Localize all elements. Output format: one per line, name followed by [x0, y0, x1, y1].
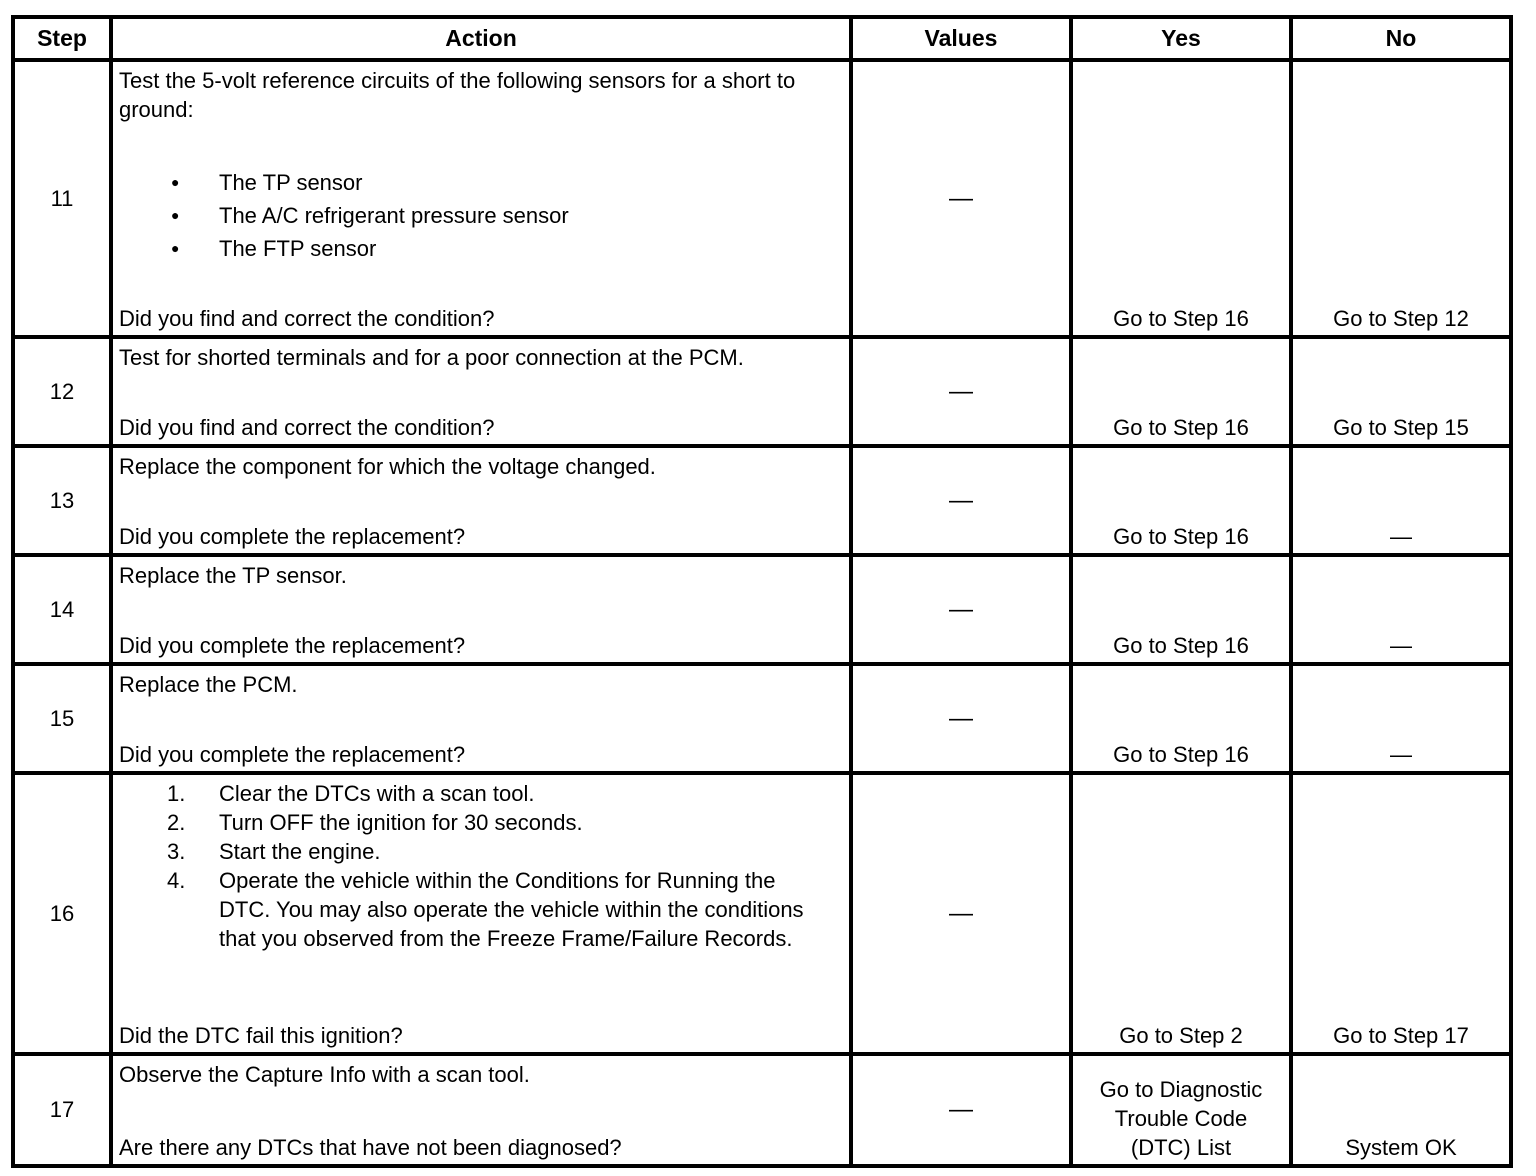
yes-text: Go to Step 16 — [1113, 415, 1249, 440]
list-number: 1. — [167, 781, 186, 806]
action-question: Did you complete the replacement? — [119, 633, 466, 658]
action-cell — [111, 664, 851, 773]
action-cell — [111, 1054, 851, 1166]
diagnostic-table — [11, 15, 1513, 1168]
step-number: 12 — [13, 337, 111, 446]
no-text: Go to Step 12 — [1333, 306, 1469, 331]
action-cell — [111, 446, 851, 555]
yes-cell — [1071, 446, 1291, 555]
step-number: 11 — [13, 60, 111, 337]
action-cell — [111, 60, 851, 337]
list-number: 3. — [167, 839, 186, 864]
list-item: ● The A/C refrigerant pressure sensor — [119, 199, 843, 232]
list-item — [119, 837, 829, 866]
step-number: 17 — [13, 1054, 111, 1166]
action-text: Replace the PCM. — [119, 672, 298, 697]
action-text: Test the 5-volt reference circuits of the following sensors for a short to ground: — [119, 68, 796, 122]
list-text: Turn OFF the ignition for 30 seconds. — [219, 810, 583, 835]
procedure-list — [119, 779, 829, 953]
yes-text: Go to Step 16 — [1113, 742, 1249, 767]
action-question: Did you find and correct the condition? — [119, 415, 495, 440]
step-number: 13 — [13, 446, 111, 555]
action-text: Observe the Capture Info with a scan tool. — [119, 1062, 530, 1087]
table-row — [13, 446, 1511, 555]
yes-text: Go to Step 16 — [1113, 633, 1249, 658]
table-row — [13, 773, 1511, 1054]
values-cell: — — [851, 555, 1071, 664]
step-number: 14 — [13, 555, 111, 664]
action-text: Replace the component for which the voltage changed. — [119, 454, 656, 479]
no-cell — [1291, 337, 1511, 446]
list-item — [119, 779, 829, 808]
sensor-list — [119, 166, 843, 265]
list-item — [119, 808, 829, 837]
values-cell: — — [851, 664, 1071, 773]
yes-text: Go to Step 2 — [1119, 1023, 1243, 1048]
header-no: No — [1291, 17, 1511, 60]
action-text: Test for shorted terminals and for a poor connection at the PCM. — [119, 345, 744, 370]
yes-cell — [1071, 60, 1291, 337]
list-number: 4. — [167, 868, 186, 893]
list-text: Start the engine. — [219, 839, 381, 864]
header-row — [13, 17, 1511, 60]
no-text: System OK — [1345, 1135, 1457, 1160]
action-text: Replace the TP sensor. — [119, 563, 347, 588]
list-text: Clear the DTCs with a scan tool. — [219, 781, 535, 806]
list-item: ● The FTP sensor — [119, 232, 843, 265]
no-text: — — [1390, 633, 1412, 658]
list-text: Operate the vehicle within the Conditions for Running the DTC. You may also operate the vehicle within the conditions that you observed from the Freeze Frame/Failure Records. — [219, 868, 804, 951]
no-cell — [1291, 60, 1511, 337]
action-cell — [111, 773, 851, 1054]
no-text: — — [1390, 742, 1412, 767]
values-cell: — — [851, 60, 1071, 337]
yes-text: Go to Diagnostic Trouble Code (DTC) List — [1099, 1077, 1263, 1160]
table-row — [13, 337, 1511, 446]
no-text: — — [1390, 524, 1412, 549]
no-cell — [1291, 773, 1511, 1054]
action-question: Are there any DTCs that have not been diagnosed? — [119, 1135, 622, 1160]
action-question: Did you complete the replacement? — [119, 524, 466, 549]
table-row — [13, 1054, 1511, 1166]
header-values: Values — [851, 17, 1071, 60]
yes-cell — [1071, 664, 1291, 773]
action-cell — [111, 337, 851, 446]
list-item — [119, 866, 829, 953]
action-question: Did you complete the replacement? — [119, 742, 466, 767]
list-item: ● The TP sensor — [119, 166, 843, 199]
values-cell: — — [851, 446, 1071, 555]
yes-text: Go to Step 16 — [1113, 524, 1249, 549]
action-cell — [111, 555, 851, 664]
yes-cell — [1071, 1054, 1291, 1166]
no-text: Go to Step 17 — [1333, 1023, 1469, 1048]
table-row — [13, 555, 1511, 664]
no-cell — [1291, 1054, 1511, 1166]
no-cell — [1291, 446, 1511, 555]
action-question: Did you find and correct the condition? — [119, 306, 495, 331]
yes-cell — [1071, 555, 1291, 664]
no-cell — [1291, 664, 1511, 773]
step-number: 15 — [13, 664, 111, 773]
header-step: Step — [13, 17, 111, 60]
values-cell: — — [851, 337, 1071, 446]
yes-text: Go to Step 16 — [1113, 306, 1249, 331]
table-row — [13, 60, 1511, 337]
no-cell — [1291, 555, 1511, 664]
header-yes: Yes — [1071, 17, 1291, 60]
table-row — [13, 664, 1511, 773]
step-number: 16 — [13, 773, 111, 1054]
action-question: Did the DTC fail this ignition? — [119, 1023, 403, 1048]
header-action: Action — [111, 17, 851, 60]
no-text: Go to Step 15 — [1333, 415, 1469, 440]
values-cell: — — [851, 773, 1071, 1054]
list-number: 2. — [167, 810, 186, 835]
yes-cell — [1071, 773, 1291, 1054]
yes-cell — [1071, 337, 1291, 446]
values-cell: — — [851, 1054, 1071, 1166]
